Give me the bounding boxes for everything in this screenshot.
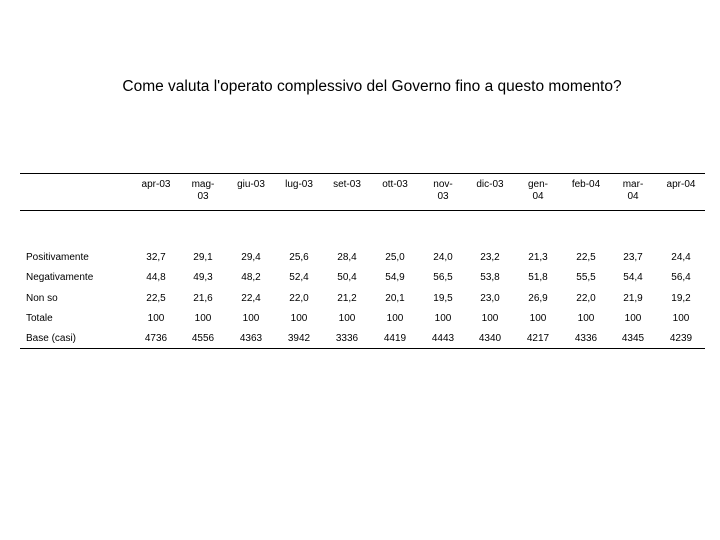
row-label: Positivamente bbox=[26, 252, 89, 263]
column-header-line1: lug-03 bbox=[285, 179, 313, 190]
table-cell: 32,7 bbox=[146, 252, 166, 263]
table-cell: 22,5 bbox=[146, 293, 166, 304]
column-header bbox=[275, 179, 323, 191]
table-cell: 3336 bbox=[335, 333, 359, 344]
column-header-line1: feb-04 bbox=[571, 179, 601, 190]
table-cell: 44,8 bbox=[146, 272, 166, 283]
column-header-line1: mar- bbox=[622, 179, 644, 190]
table-cell: 100 bbox=[338, 313, 356, 324]
table-cell: 23,0 bbox=[480, 293, 500, 304]
table-cell: 24,0 bbox=[433, 252, 453, 263]
table-cell: 55,5 bbox=[576, 272, 596, 283]
table-cell: 22,5 bbox=[576, 252, 596, 263]
row-label: Negativamente bbox=[26, 272, 94, 283]
table-cell: 25,6 bbox=[289, 252, 309, 263]
column-header-line1: mag- bbox=[191, 179, 215, 190]
column-header-line1: nov- bbox=[433, 179, 453, 190]
table-cell: 25,0 bbox=[385, 252, 405, 263]
table-cell: 29,4 bbox=[241, 252, 261, 263]
table-header-rule bbox=[20, 210, 705, 211]
table-cell: 100 bbox=[434, 313, 452, 324]
table-cell: 3942 bbox=[287, 333, 311, 344]
table-cell: 100 bbox=[194, 313, 212, 324]
table-cell: 21,9 bbox=[623, 293, 643, 304]
table-cell: 4363 bbox=[239, 333, 263, 344]
table-cell: 51,8 bbox=[528, 272, 548, 283]
table-cell: 100 bbox=[147, 313, 165, 324]
column-header-line1: dic-03 bbox=[476, 179, 504, 190]
table-cell: 50,4 bbox=[337, 272, 357, 283]
table-cell: 54,4 bbox=[623, 272, 643, 283]
column-header bbox=[466, 179, 514, 191]
table-cell: 22,0 bbox=[289, 293, 309, 304]
table-cell: 4239 bbox=[669, 333, 693, 344]
table-top-rule bbox=[20, 173, 705, 174]
column-header bbox=[419, 179, 467, 203]
table-cell: 100 bbox=[577, 313, 595, 324]
table-cell: 54,9 bbox=[385, 272, 405, 283]
table-cell: 22,0 bbox=[576, 293, 596, 304]
table-cell: 4556 bbox=[191, 333, 215, 344]
table-cell: 21,6 bbox=[193, 293, 213, 304]
table-cell: 53,8 bbox=[480, 272, 500, 283]
table-cell: 100 bbox=[672, 313, 690, 324]
column-header-line2: 04 bbox=[627, 191, 639, 202]
column-header bbox=[323, 179, 371, 191]
column-header bbox=[514, 179, 562, 203]
page-title: Come valuta l'operato complessivo del Governo fino a questo momento? bbox=[122, 78, 622, 95]
table-cell: 100 bbox=[386, 313, 404, 324]
table-cell: 4336 bbox=[574, 333, 598, 344]
row-label: Totale bbox=[26, 313, 53, 324]
table-cell: 100 bbox=[624, 313, 642, 324]
column-header bbox=[179, 179, 227, 203]
table-cell: 4217 bbox=[526, 333, 550, 344]
table-cell: 4736 bbox=[144, 333, 168, 344]
table-cell: 26,9 bbox=[528, 293, 548, 304]
column-header bbox=[562, 179, 610, 191]
table-cell: 4345 bbox=[621, 333, 645, 344]
table-cell: 100 bbox=[481, 313, 499, 324]
table-cell: 100 bbox=[242, 313, 260, 324]
column-header bbox=[609, 179, 657, 203]
column-header-line1: set-03 bbox=[333, 179, 361, 190]
column-header bbox=[227, 179, 275, 191]
table-cell: 56,4 bbox=[671, 272, 691, 283]
column-header-line2: 03 bbox=[437, 191, 449, 202]
table-cell: 19,2 bbox=[671, 293, 691, 304]
table-cell: 48,2 bbox=[241, 272, 261, 283]
table-cell: 24,4 bbox=[671, 252, 691, 263]
column-header bbox=[132, 179, 180, 191]
table-cell: 49,3 bbox=[193, 272, 213, 283]
column-header bbox=[657, 179, 705, 191]
table-cell: 23,2 bbox=[480, 252, 500, 263]
table-cell: 20,1 bbox=[385, 293, 405, 304]
column-header-line1: giu-03 bbox=[237, 179, 265, 190]
table-cell: 4443 bbox=[431, 333, 455, 344]
table-cell: 56,5 bbox=[433, 272, 453, 283]
table-cell: 4419 bbox=[383, 333, 407, 344]
column-header-line2: 03 bbox=[197, 191, 209, 202]
table-cell: 100 bbox=[290, 313, 308, 324]
table-cell: 4340 bbox=[478, 333, 502, 344]
table-cell: 23,7 bbox=[623, 252, 643, 263]
column-header-line1: ott-03 bbox=[382, 179, 408, 190]
table-cell: 29,1 bbox=[193, 252, 213, 263]
table-cell: 21,3 bbox=[528, 252, 548, 263]
table-cell: 19,5 bbox=[433, 293, 453, 304]
table-cell: 28,4 bbox=[337, 252, 357, 263]
table-cell: 100 bbox=[529, 313, 547, 324]
column-header bbox=[371, 179, 419, 191]
column-header-line1: gen- bbox=[527, 179, 548, 190]
table-cell: 52,4 bbox=[289, 272, 309, 283]
table-bottom-rule bbox=[20, 348, 705, 349]
row-label: Non so bbox=[26, 293, 58, 304]
table-cell: 21,2 bbox=[337, 293, 357, 304]
column-header-line1: apr-03 bbox=[141, 179, 171, 190]
column-header-line1: apr-04 bbox=[666, 179, 696, 190]
table-cell: 22,4 bbox=[241, 293, 261, 304]
row-label: Base (casi) bbox=[26, 333, 77, 344]
column-header-line2: 04 bbox=[532, 191, 544, 202]
